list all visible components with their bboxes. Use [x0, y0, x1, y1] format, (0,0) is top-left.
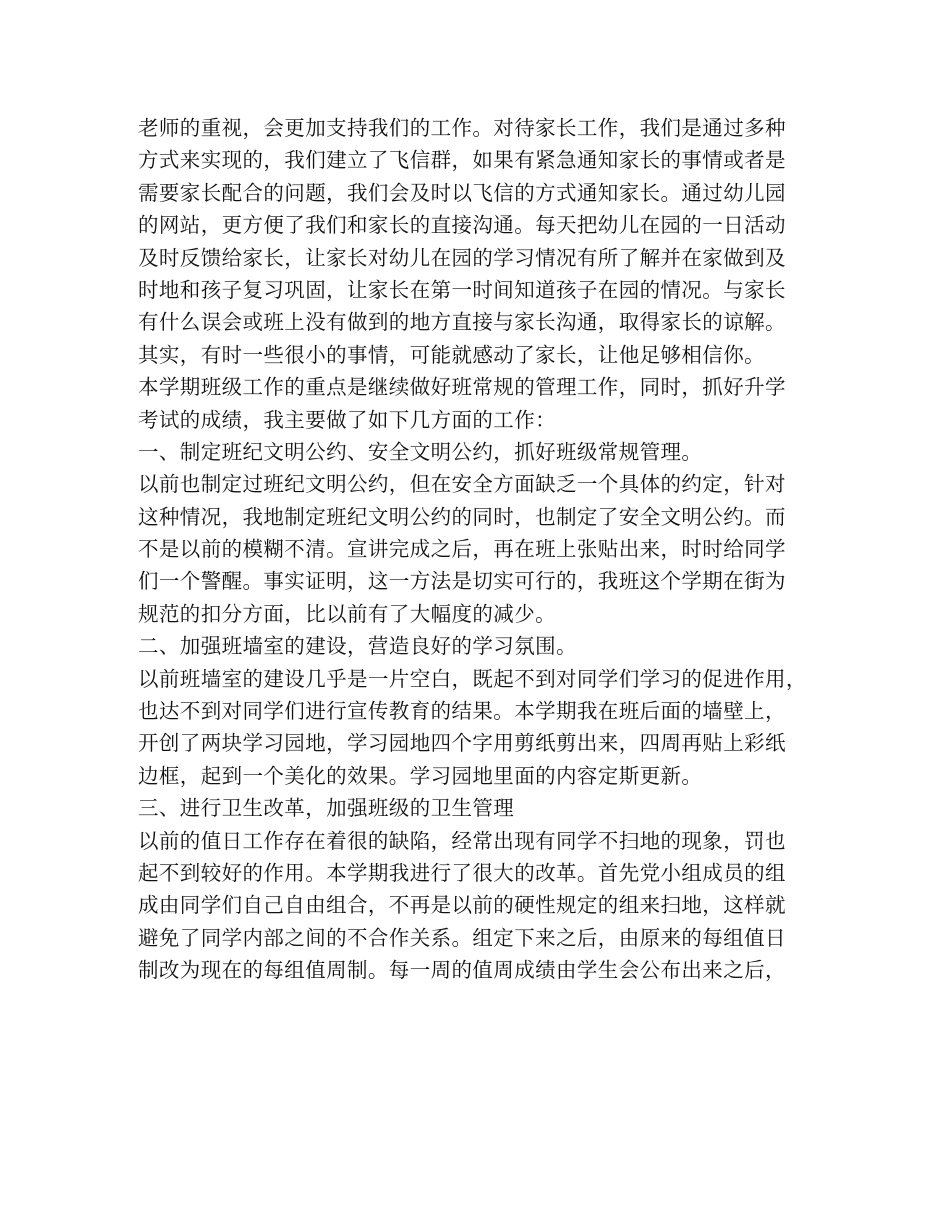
text-line: 们一个警醒。事实证明，这一方法是切实可行的，我班这个学期在街为: [138, 569, 786, 594]
text-line: 边框，起到一个美化的效果。学习园地里面的内容定斯更新。: [138, 763, 703, 788]
section-heading: 三、进行卫生改革，加强班级的卫生管理: [138, 796, 515, 821]
text-line: 以前的值日工作存在着很的缺陷，经常出现有同学不扫地的现象，罚也: [138, 828, 786, 853]
text-line: 方式来实现的，我们建立了飞信群，如果有紧急通知家长的事情或者是: [138, 148, 786, 173]
text-line: 制改为现在的每组值周制。每一周的值周成绩由学生会公布出来之后，: [138, 958, 786, 983]
text-line: 老师的重视，会更加支持我们的工作。对待家长工作，我们是通过多种: [138, 116, 786, 140]
text-line: 成由同学们自己自由组合，不再是以前的硬性规定的组来扫地，这样就: [138, 893, 786, 918]
text-line: 有什么误会或班上没有做到的地方直接与家长沟通，取得家长的谅解。: [138, 310, 786, 335]
text-line: 时地和孩子复习巩固，让家长在第一时间知道孩子在园的情况。与家长: [138, 277, 786, 302]
text-line: 开创了两块学习园地，学习园地四个字用剪纸剪出来，四周再贴上彩纸: [138, 731, 786, 756]
text-line: 规范的扣分方面，比以前有了大幅度的减少。: [138, 601, 556, 626]
text-line: 考试的成绩，我主要做了如下几方面的工作：: [138, 407, 556, 432]
text-line: 本学期班级工作的重点是继续做好班常规的管理工作，同时，抓好升学: [138, 375, 786, 400]
document-body: [138, 112, 818, 987]
text-line: 以前也制定过班纪文明公约，但在安全方面缺乏一个具体的约定，针对: [138, 472, 786, 497]
text-line: 以前班墙室的建设几乎是一片空白，既起不到对同学们学习的促进作用，: [138, 666, 807, 691]
text-line: 这种情况，我地制定班纪文明公约的同时，也制定了安全文明公约。而: [138, 504, 786, 529]
text-line: 其实，有时一些很小的事情，可能就感动了家长，让他足够相信你。: [138, 342, 765, 367]
text-line: 及时反馈给家长，让家长对幼儿在园的学习情况有所了解并在家做到及: [138, 245, 786, 270]
text-line: 不是以前的模糊不清。宣讲完成之后，再在班上张贴出来，时时给同学: [138, 537, 786, 562]
text-line: 避免了同学内部之间的不合作关系。组定下来之后，由原来的每组值日: [138, 925, 786, 950]
section-heading: 一、制定班纪文明公约、安全文明公约，抓好班级常规管理。: [138, 439, 703, 464]
text-line: 也达不到对同学们进行宣传教育的结果。本学期我在班后面的墙壁上，: [138, 699, 786, 724]
text-line: 的网站，更方便了我们和家长的直接沟通。每天把幼儿在园的一日活动: [138, 213, 786, 238]
text-line: 需要家长配合的问题，我们会及时以飞信的方式通知家长。通过幼儿园: [138, 180, 786, 205]
section-heading: 二、加强班墙室的建设，营造良好的学习氛围。: [138, 634, 577, 659]
text-line: 起不到较好的作用。本学期我进行了很大的改革。首先党小组成员的组: [138, 860, 786, 885]
